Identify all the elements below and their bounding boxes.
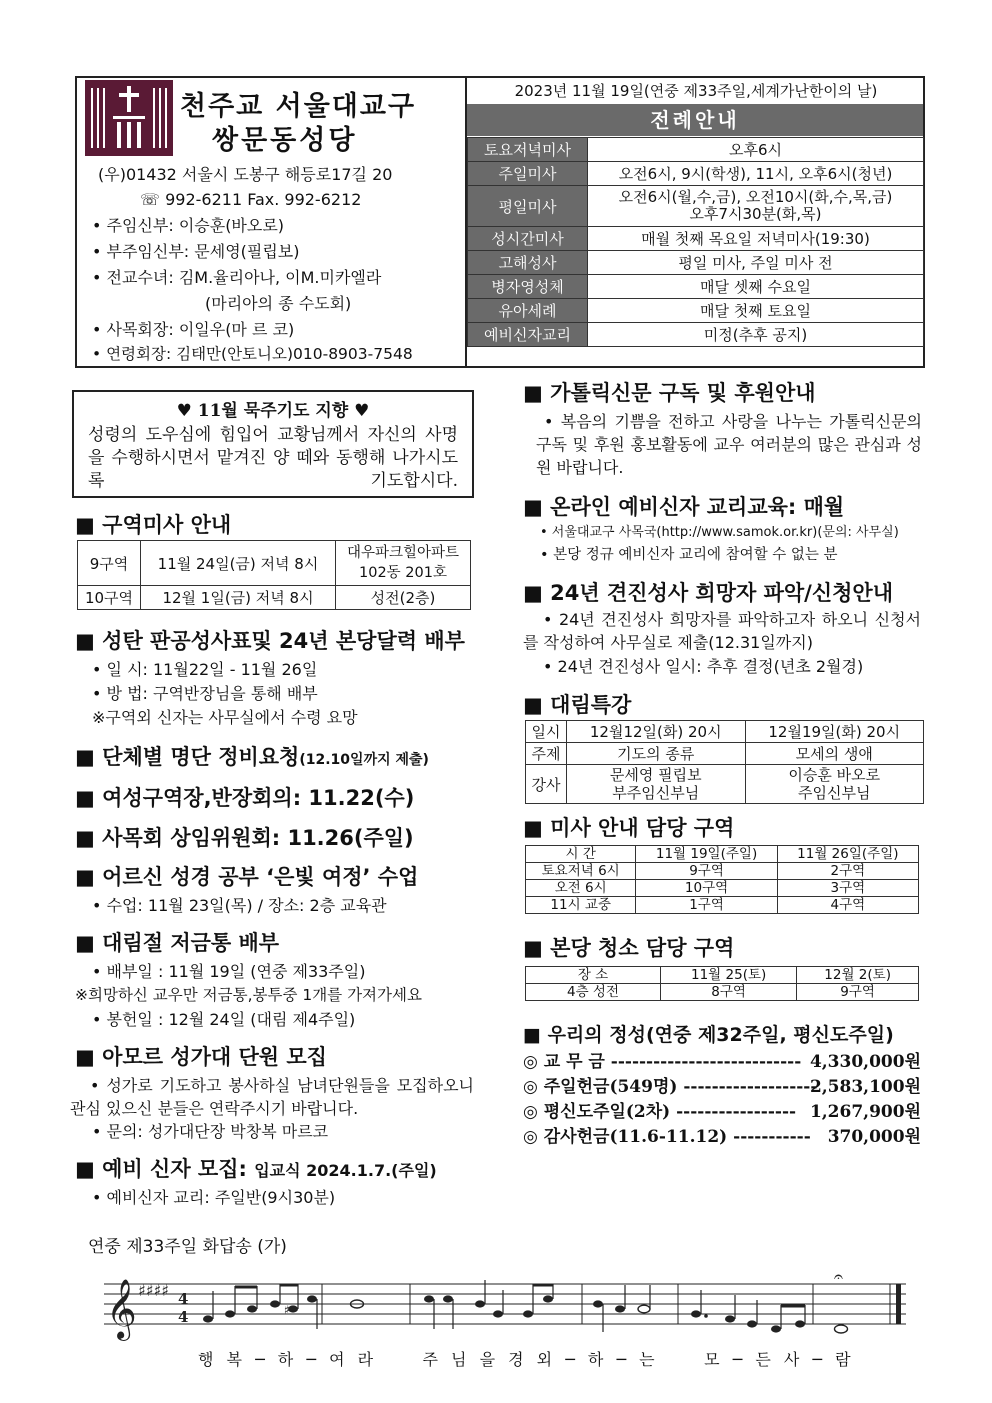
cleaning-heading: ■ 본당 청소 담당 구역 [523,936,735,960]
offering-label: ◎ 주일헌금(549명) ------------------- [523,1077,818,1097]
calendar-line: ※구역외 신자는 사무실에서 수령 요망 [92,708,358,727]
liturgy-row [468,299,924,323]
table-row [78,541,471,586]
confirmation-heading: ■ 24년 견진성사 희망자 파악/신청안내 [523,581,893,605]
catechumen-heading [75,1156,437,1184]
svg-text:𝄞: 𝄞 [106,1279,137,1339]
duty-cell: 오전 6시 [526,880,636,897]
table-row [526,721,924,743]
offering-heading: ■ 우리의 정성(연중 제32주일, 평신도주일) [523,1024,894,1046]
church-logo [85,80,173,156]
time-cell: 11월 24일(금) 저녁 8시 [141,541,336,586]
header-cell: 11월 26일(주일) [777,846,918,863]
row-label: 강사 [526,765,567,804]
place-cell: 대우파크힐아파트 102동 201호 [336,541,471,586]
advent-lecture-table [525,720,924,804]
staff-funeral-head: • 연령회장: 김태만(안토니오)010-8903-7548 [92,345,413,363]
psalm-lyrics: 행 복 ─ 하 ─ 여 라 주 님 을 경 외 ─ 하 ─ 는 모 ─ 든 사 ─ 람 [198,1350,855,1369]
offering-amount: 370,000원 [827,1127,921,1147]
advent-box-line: ※희망하신 교우만 저금통,봉투중 1개를 가져가세요 [75,986,422,1004]
offering-list [523,1050,921,1150]
liturgy-label: 평일미사 [468,186,588,227]
liturgy-label: 고해성사 [468,251,588,275]
bible-class-line: • 수업: 11월 23일(목) / 장소: 2층 교육관 [92,896,387,915]
liturgy-value: 매달 첫째 토요일 [588,299,924,323]
svg-text:♯♯♯♯: ♯♯♯♯ [138,1281,169,1300]
newspaper-heading: ■ 가톨릭신문 구독 및 후원안내 [523,381,816,405]
row-label: 주제 [526,743,567,765]
table-row [526,863,919,880]
table-row [526,984,919,1001]
rosary-title: ♥ 11월 묵주기도 지향 ♥ [176,401,370,421]
staff-sisters: • 전교수녀: 김M.율리아나, 이M.미카엘라 [92,268,382,287]
district-cell: 9구역 [78,541,141,586]
staff-pastor: • 주임신부: 이승훈(바오로) [92,216,285,235]
calendar-line: • 방 법: 구역반장님을 통해 배부 [92,684,318,703]
choir-heading: ■ 아모르 성가대 단원 모집 [75,1045,327,1069]
advent-lecture-heading: ■ 대림특강 [523,693,632,717]
liturgy-value: 오후6시 [588,138,924,162]
duty-cell: 1구역 [636,897,777,914]
lecture-cell: 12월19일(화) 20시 [745,721,924,743]
council-heading: ■ 사목회 상임위원회: 11.26(주일) [75,826,414,850]
calendar-line: • 일 시: 11월22일 - 11월 26일 [92,660,318,679]
staff-assistant: • 부주임신부: 문세영(필립보) [92,242,300,261]
offering-label: ◎ 교 무 금 --------------------------- [523,1052,802,1072]
lecture-cell: 기도의 종류 [567,743,746,765]
offering-amount: 4,330,000원 [809,1052,921,1072]
duty-cell: 토요저녁 6시 [526,863,636,880]
place-cell: 성전(2층) [336,586,471,610]
offering-row [523,1100,921,1125]
confirmation-date: • 24년 견진성사 일시: 추후 결정(년초 2월경) [543,657,864,676]
roster-heading [75,744,429,773]
table-row [78,586,471,610]
advent-box-line: • 배부일 : 11월 19일 (연중 제33주일) [92,962,366,981]
liturgy-value: 미정(추후 공지) [588,323,924,347]
women-meeting-heading: ■ 여성구역장,반장회의: 11.22(수) [75,786,415,810]
music-staff [100,1270,912,1342]
mass-duty-heading: ■ 미사 안내 담당 구역 [523,816,735,840]
header-cell: 11월 25(토) [661,967,797,984]
duty-cell: 10구역 [636,880,777,897]
duty-cell: 11시 교중 [526,897,636,914]
catechumen-heading-text: ■ 예비 신자 모집: [75,1157,247,1181]
offering-amount: 2,583,100원 [809,1077,921,1097]
table-row [526,897,919,914]
svg-text:4: 4 [178,1290,189,1308]
lecture-cell: 문세영 필립보 부주임신부님 [567,765,746,804]
header-cell: 11월 19일(주일) [636,846,777,863]
header-cell: 시 간 [526,846,636,863]
table-row [526,743,924,765]
liturgy-label: 예비신자교리 [468,323,588,347]
offering-row [523,1075,921,1100]
liturgy-row [468,162,924,186]
mass-duty-table [525,845,919,914]
liturgy-table [467,137,924,347]
duty-cell: 4구역 [777,897,918,914]
church-name-line1: 천주교 서울대교구 [180,91,417,122]
newspaper-text: • 복음의 기쁨을 전하고 사랑을 나누는 가톨릭신문의 구독 및 후원 홍보활동에 교우 여러분의 많은 관심과 성원 바랍니다. [536,412,922,477]
psalm-title: 연중 제33주일 화답송 (가) [88,1237,287,1257]
catechumen-date: 입교식 2024.1.7.(주일) [254,1161,437,1180]
liturgy-value: 오전6시, 9시(학생), 11시, 오후6시(청년) [588,162,924,186]
advent-box-heading: ■ 대림절 저금통 배부 [75,931,280,955]
online-catechism-heading: ■ 온라인 예비신자 교리교육: 매월 [523,495,845,519]
choir-contact: • 문의: 성가대단장 박창복 마르코 [92,1122,329,1141]
duty-cell: 3구역 [777,880,918,897]
district-cell: 10구역 [78,586,141,610]
catechumen-line: • 예비신자 교리: 주일반(9시30분) [92,1188,336,1207]
liturgy-row [468,251,924,275]
online-catechism-line: • 본당 정규 예비신자 교리에 참여할 수 없는 분 [540,547,838,563]
table-row [526,967,919,984]
calendar-heading: ■ 성탄 판공성사표및 24년 본당달력 배부 [75,629,465,653]
header-cell: 12월 2(토) [797,967,919,984]
liturgy-title: 전례안내 [467,104,923,136]
svg-text:4: 4 [178,1308,189,1326]
online-catechism-line: • 서울대교구 사목국(http://www.samok.or.kr)(문의: 사무실) [540,525,899,540]
district-mass-heading: ■ 구역미사 안내 [75,513,232,537]
cleaning-cell: 4층 성전 [526,984,661,1001]
liturgy-row [468,186,924,227]
offering-row [523,1125,921,1150]
table-row [526,846,919,863]
cleaning-cell: 9구역 [797,984,919,1001]
confirmation-text: • 24년 견진성사 희망자를 파악하고자 하오니 신청서를 작성하여 사무실로 제출(12.31일까지) [523,610,921,652]
liturgy-label: 성시간미사 [468,227,588,251]
staff-sisters-order: (마리아의 종 수도회) [205,294,352,313]
liturgy-row [468,323,924,347]
duty-cell: 2구역 [777,863,918,880]
church-phone: ☏ 992-6211 Fax. 992-6212 [140,190,362,209]
church-name-line2: 쌍문동성당 [212,125,358,156]
liturgy-value: 오전6시(월,수,금), 오전10시(화,수,목,금) 오후7시30분(화,목) [588,186,924,227]
offering-row [523,1050,921,1075]
duty-cell: 9구역 [636,863,777,880]
liturgy-value: 평일 미사, 주일 미사 전 [588,251,924,275]
liturgy-row [468,275,924,299]
liturgy-value: 매월 첫째 목요일 저녁미사(19:30) [588,227,924,251]
liturgy-label: 유아세례 [468,299,588,323]
time-cell: 12월 1일(금) 저녁 8시 [141,586,336,610]
bulletin-date: 2023년 11월 19일(연중 제33주일,세계가난한이의 날) [514,82,878,100]
bible-class-heading: ■ 어르신 성경 공부 ‘은빛 여정’ 수업 [75,865,419,889]
liturgy-value: 매달 셋째 수요일 [588,275,924,299]
liturgy-row [468,227,924,251]
offering-label: ◎ 평신도주일(2차) ----------------- [523,1102,797,1122]
lecture-cell: 12월12일(화) 20시 [567,721,746,743]
svg-text:♯: ♯ [284,1303,290,1317]
liturgy-label: 병자영성체 [468,275,588,299]
cleaning-table [525,966,919,1001]
liturgy-label: 주일미사 [468,162,588,186]
roster-deadline: (12.10일까지 제출) [299,752,429,768]
table-row [526,765,924,804]
liturgy-label: 토요저녁미사 [468,138,588,162]
offering-label: ◎ 감사헌금(11.6-11.12) ----------- [523,1127,811,1147]
liturgy-row [468,138,924,162]
roster-heading-text: ■ 단체별 명단 정비요청 [75,745,300,769]
advent-box-line: • 봉헌일 : 12월 24일 (대림 제4주일) [92,1010,356,1029]
lecture-cell: 이승훈 바오로 주임신부님 [745,765,924,804]
row-label: 일시 [526,721,567,743]
lecture-cell: 모세의 생애 [745,743,924,765]
rosary-box [72,390,474,498]
svg-text:𝄐: 𝄐 [834,1270,843,1286]
choir-text: • 성가로 기도하고 봉사하실 남녀단원들을 모집하오니 관심 있으신 분들은 연락주시기 바랍니다. [70,1076,474,1118]
staff-council-head: • 사목회장: 이일우(마 르 코) [92,320,295,339]
header-cell: 장 소 [526,967,661,984]
table-row [526,880,919,897]
cleaning-cell: 8구역 [661,984,797,1001]
church-address: (우)01432 서울시 도봉구 해등로17길 20 [98,165,393,184]
district-mass-table [77,540,471,610]
offering-amount: 1,267,900원 [809,1102,921,1122]
rosary-text: 성령의 도우심에 힘입어 교황님께서 자신의 사명을 수행하시면서 맡겨진 양 떼와 동행해 나가시도록 기도합시다. [88,425,458,491]
